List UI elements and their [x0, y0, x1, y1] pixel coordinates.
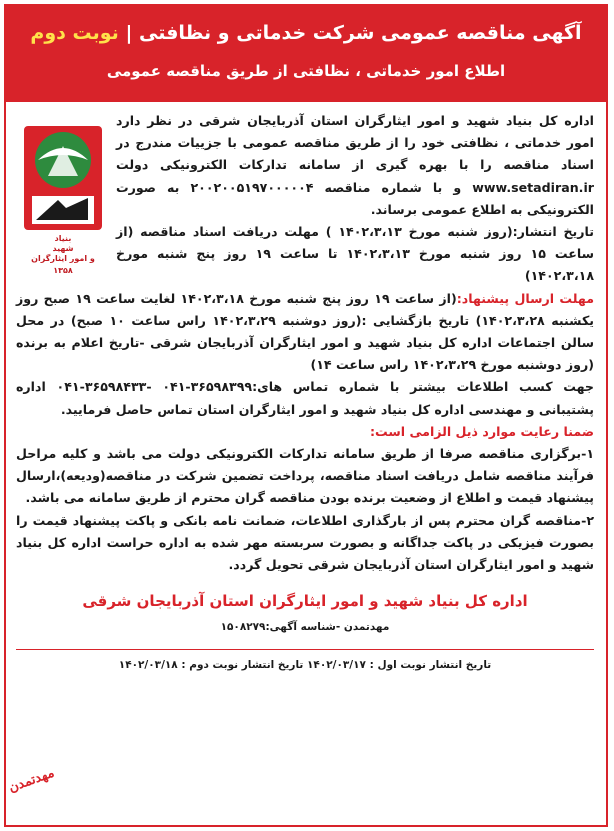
ad-subtitle: اطلاع امور خدماتی ، نظافتی از طریق مناقصه عمومی: [106, 62, 506, 80]
logo-year: ۱۳۵۸: [53, 266, 73, 275]
newspaper-stamp: مهدتمدن: [6, 765, 57, 796]
contact-paragraph: جهت کسب اطلاعات بیشتر با شماره تماس های:۳۶۵۹۸۳۹۹-۰۴۱ -۳۶۵۹۸۴۳۳-۰۴۱ اداره پشتیبانی و مهندسی اداره کل بنیاد شهید و امور ایثارگران استان تماس حاصل فرمایید.: [16, 379, 594, 417]
title-separator: |: [118, 22, 139, 44]
turn-label: نوبت دوم: [30, 22, 119, 44]
intro-paragraph: اداره کل بنیاد شهید و امور ایثارگران استان آذربایجان شرقی در نظر دارد امور خدماتی ، نظافتی خود را از طریق مناقصه عمومی با جزییات مندرج در اسناد مناقصه را با بهره گیری از سامانه تدارکات الکترونیکی دولت www.setadiran.ir و با شماره مناقصه ۲۰۰۲۰۰۵۱۹۷۰۰۰۰۰۴ به صورت الکترونیکی به اطلاع عمومی برساند.: [116, 113, 594, 217]
footer-organization: اداره کل بنیاد شهید و امور ایثارگران استان آذربایجان شرقی: [82, 592, 528, 611]
footer-dates: تاریخ انتشار نوبت اول : ۱۴۰۲/۰۳/۱۷ تاریخ انتشار نوبت دوم : ۱۴۰۲/۰۳/۱۸: [16, 649, 594, 676]
ad-title-line: [6, 22, 606, 44]
requirements-label: ضمنا رعایت موارد ذیل الزامی است:: [369, 423, 594, 439]
foundation-logo: [18, 116, 108, 276]
ad-title: آگهی مناقصه عمومی شرکت خدماتی و نظافتی: [139, 22, 582, 44]
footer-meta: مهدتمدن -شناسه آگهی:۱۵۰۸۲۷۹: [220, 621, 390, 634]
requirement-1: ۱-برگزاری مناقصه صرفا از طریق سامانه تدارکات الکترونیکی دولت می باشد و کلیه مراحل فرآیند مناقصه شامل دریافت اسناد مناقصه، پرداخت تضمین شرکت در مناقصه(ودیعه)،ارسال پیشنهاد قیمت و اطلاع از وضعیت برنده بودن مناقصه گران محترم از طریق سامانه می باشد.: [16, 446, 594, 506]
deadline-text: (از ساعت ۱۹ روز پنج شنبه مورخ ۱۴۰۲،۳،۱۸ لغایت ساعت ۱۹ صبح روز یکشنبه ۱۴۰۲،۳،۲۸) تاریخ بازگشایی :(روز دوشنبه ۱۴۰۲،۳،۲۹ راس ساعت ۱۰ صبح) در محل سالن اجتماعات اداره کل بنیاد شهید و امور ایثارگران آذربایجان شرقی -تاریخ اعلام به برنده (روز دوشنبه مورخ ۱۴۰۲،۳،۲۹ راس ساعت ۱۴): [16, 290, 595, 373]
deadline-label: مهلت ارسال پیشنهاد:: [456, 290, 594, 306]
requirement-2: ۲-مناقصه گران محترم پس از بارگذاری اطلاعات، ضمانت نامه بانکی و پاکت پیشنهاد قیمت را بصورت فیزیکی در پاکت جداگانه و بصورت سربسته مهر شده به اداره حراست اداره کل بنیاد شهید و امور ایثارگران استان آذربایجان شرقی تحویل گردد.: [16, 512, 594, 573]
logo-caption: بنیاد شهید و امور ایثارگران: [31, 234, 95, 263]
advertisement-frame: [4, 4, 608, 827]
deadline-paragraph: [16, 288, 594, 377]
publish-date-paragraph: تاریخ انتشار:(روز شنبه مورخ ۱۴۰۲،۳،۱۳ ) مهلت دریافت اسناد مناقصه (از ساعت ۱۵ روز شنبه مورخ ۱۴۰۲،۳،۱۳ تا ساعت ۱۹ روز پنج شنبه مورخ ۱۴۰۲،۳،۱۸): [116, 224, 594, 284]
ad-body: [16, 110, 594, 819]
header-banner: [6, 6, 606, 102]
logo-emblem-icon: [18, 116, 108, 236]
